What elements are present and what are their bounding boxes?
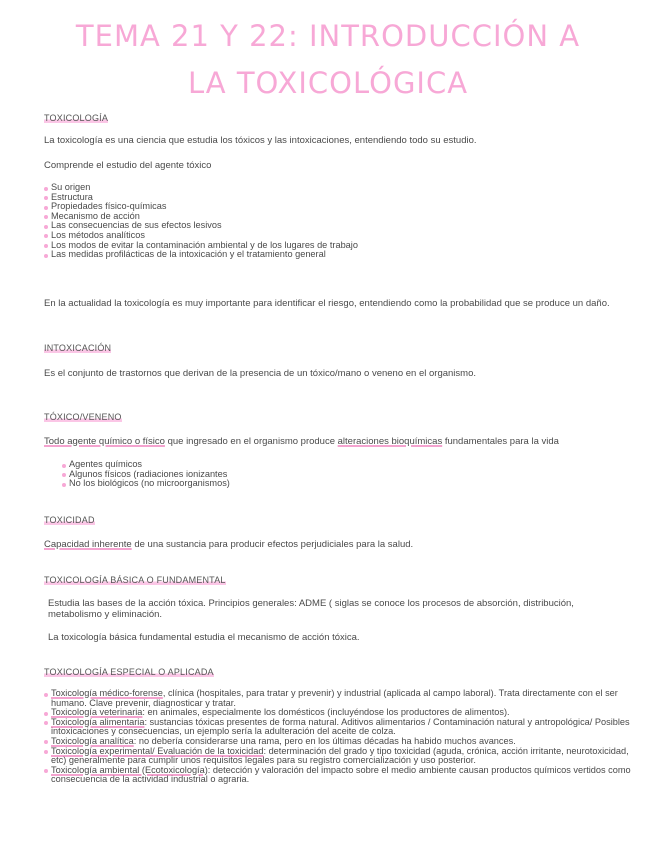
list-text: , clínica (hospitales, para tratar y prevenir) y industrial (aplicada al campo laboral). Trata directamente con el ser humano. Clave prevenir, diagnosticar y tratar. (51, 688, 618, 708)
list-item (44, 766, 644, 785)
list-term: Toxicología veterinaria (51, 707, 143, 718)
list-item: No los biológicos (no microorganismos) (62, 479, 652, 489)
paragraph (44, 539, 634, 550)
list-item: Mecanismo de acción (44, 212, 634, 222)
underlined-term: Todo agente químico o físico (44, 436, 165, 447)
list-item: Los modos de evitar la contaminación ambiental y de los lugares de trabajo (44, 241, 634, 251)
paragraph (44, 436, 634, 447)
list-item: Propiedades físico-químicas (44, 202, 634, 212)
list-text: : sustancias tóxicas presentes de forma natural. Aditivos alimentarios / Contaminación natural y antropológica/ Posibles intoxicaciones y consecuencias, un ejemplo sería la adulteración del aceite de colza. (51, 716, 630, 737)
list-text: : detección y valoración del impacto sobre el medio ambiente causan productos químicos vertidos como consecuencia de la actividad industrial o agraria. (51, 764, 631, 785)
list-text: : determinación del grado y tipo toxicidad (aguda, crónica, acción irritante, neurotoxicidad, etc) generalmente para cumplir unos requisitos legales para su registro comercialización y uso posterior. (51, 745, 629, 766)
list-item (44, 747, 644, 766)
list-item: Los métodos analíticos (44, 231, 634, 241)
section-toxicidad (44, 515, 634, 526)
paragraph: La toxicología es una ciencia que estudia los tóxicos y las intoxicaciones, entendiendo todo su estudio. (44, 135, 477, 146)
paragraph: La toxicología básica fundamental estudia el mecanismo de acción tóxica. (48, 632, 360, 643)
section-toxicologia-especial (44, 667, 634, 678)
section-toxicologia-basica (44, 575, 634, 586)
list-item: Su origen (44, 183, 634, 193)
section-heading: INTOXICACIÓN (44, 343, 112, 353)
list-term: Toxicología ambiental (Ecotoxicología) (51, 764, 208, 775)
text: que ingresado en el organismo produce (164, 436, 338, 447)
list-item: Agentes químicos (62, 460, 652, 470)
underlined-term: alteraciones bioquímicas (337, 436, 443, 447)
paragraph: Estudia las bases de la acción tóxica. Principios generales: ADME ( siglas se conoce los procesos de absorción, distribución, metabolismo y eliminación. (48, 598, 574, 620)
section-intoxicacion (44, 343, 634, 354)
section-heading: TOXICOLOGÍA ESPECIAL O APLICADA (44, 667, 214, 677)
section-heading: TOXICOLOGÍA BÁSICA O FUNDAMENTAL (44, 575, 226, 585)
list-term: Toxicología alimentaria (51, 716, 145, 727)
section-heading: TOXICIDAD (44, 515, 95, 525)
list-item: Algunos físicos (radiaciones ionizantes (62, 470, 652, 480)
text: fundamentales para la vida (442, 436, 559, 447)
toxic-agents-list (44, 460, 652, 489)
list-item: Estructura (44, 193, 634, 203)
paragraph: En la actualidad la toxicología es muy importante para identificar el riesgo, entendiendo como la probabilidad que se produce un daño. (44, 298, 610, 309)
list-item: Las consecuencias de sus efectos lesivos (44, 221, 634, 231)
page-title-line-2: LA TOXICOLÓGICA (187, 66, 469, 100)
list-text: : en animales, especialmente los domésticos (incluyéndose los productores de alimentos). (142, 707, 510, 718)
paragraph: Comprende el estudio del agente tóxico (44, 160, 212, 171)
text: de una sustancia para producir efectos perjudiciales para la salud. (131, 539, 414, 550)
section-toxicologia (44, 113, 634, 124)
section-heading: TÓXICO/VENENO (44, 412, 122, 422)
page-title-line-1: TEMA 21 Y 22: INTRODUCCIÓN A (75, 19, 581, 53)
list-term: Toxicología médico-forense (51, 688, 163, 698)
list-item: Las medidas profilácticas de la intoxicación y el tratamiento general (44, 250, 634, 260)
applied-toxicology-list (44, 689, 644, 785)
list-term: Toxicología experimental/ Evaluación de la toxicidad (51, 745, 264, 756)
list-term: Toxicología analítica (51, 735, 134, 746)
list-text: : no debería considerarse una rama, pero en los últimas décadas ha habido muchos avances. (133, 735, 516, 746)
section-heading: TOXICOLOGÍA (44, 113, 109, 123)
list-item (44, 718, 644, 737)
list-item (44, 689, 644, 708)
agent-study-list (44, 183, 634, 260)
underlined-term: Capacidad inherente (44, 539, 132, 550)
paragraph: Es el conjunto de trastornos que derivan de la presencia de un tóxico/mano o veneno en el organismo. (44, 368, 476, 379)
section-toxico-veneno (44, 412, 634, 423)
